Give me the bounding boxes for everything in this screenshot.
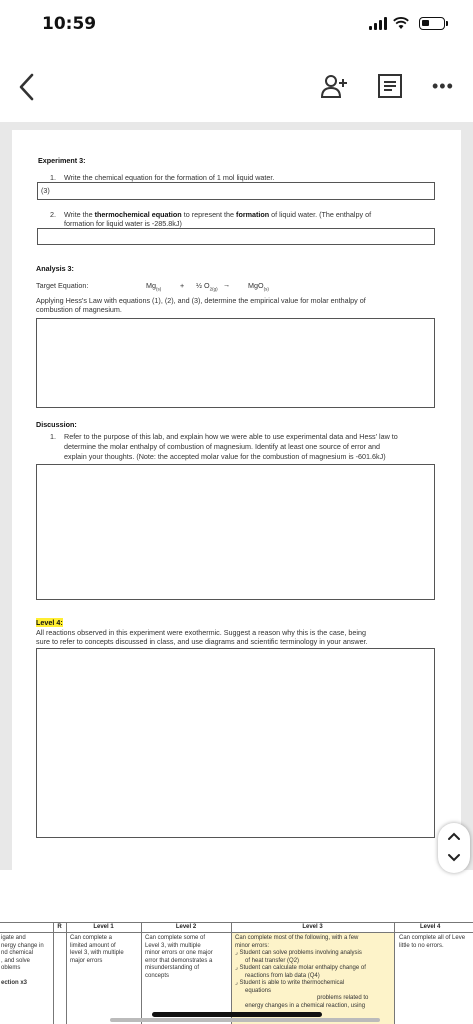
q2-text: Write the thermochemical equation to represent the formation of liquid water. (The enthalpy of bbox=[64, 210, 372, 219]
rubric-header-level2: Level 2 bbox=[175, 924, 197, 930]
analysis3-heading: Analysis 3: bbox=[36, 264, 74, 273]
document-icon[interactable] bbox=[376, 72, 404, 100]
level4-line1: All reactions observed in this experiment were exothermic. Suggest a reason why this is the case, being bbox=[36, 628, 366, 637]
equation-oxygen: ½ $O_{2(g)}$ bbox=[196, 281, 218, 292]
q1-number: 1. bbox=[50, 173, 56, 182]
status-time: 10:59 bbox=[42, 14, 97, 34]
q1-answer-text: (3) bbox=[41, 186, 50, 195]
nav-bar bbox=[0, 62, 473, 110]
experiment3-heading: Experiment 3: bbox=[38, 156, 86, 165]
q1-answer-box[interactable] bbox=[37, 182, 435, 200]
q2-number: 2. bbox=[50, 210, 56, 219]
level4-line2: sure to refer to concepts discussed in class, and use diagrams and scientific terminology in your answer. bbox=[36, 637, 368, 646]
rubric-header-r: R bbox=[57, 924, 62, 930]
q1-text: Write the chemical equation for the formation of 1 mol liquid water. bbox=[64, 173, 275, 182]
disc-line3: explain your thoughts. (Note: the accepted molar value for the combustion of magnesium is -601.6kJ) bbox=[64, 452, 386, 461]
signal-icon bbox=[369, 17, 387, 30]
rubric-table bbox=[0, 920, 473, 1024]
target-equation-label: Target Equation: bbox=[36, 281, 89, 290]
analysis-answer-box[interactable] bbox=[36, 318, 435, 408]
rubric-criteria-section: ection x3 bbox=[1, 980, 28, 986]
home-indicator[interactable] bbox=[152, 1012, 322, 1017]
q2-text-line2: formation for liquid water is -285.8kJ) bbox=[64, 219, 182, 228]
rubric-level3-desc: Can complete most of the following, with a few minor errors: ⌟ Student can solve problems involving analysis of heat transfer (Q2) ⌟ Student can calculate molar enthalpy change of reactions from lab data (Q4) ⌟ Student is able to write thermochemical equations problems related to energy changes in a chemical reaction, using bbox=[235, 935, 369, 1009]
rubric-header-level3: Level 3 bbox=[302, 924, 323, 930]
rubric-level1-desc: Can complete a limited amount of level 3, with multiple major errors bbox=[70, 935, 124, 964]
document-page bbox=[12, 130, 461, 870]
disc-line1: Refer to the purpose of this lab, and explain how we were able to use experimental data and Hess' law to bbox=[64, 432, 398, 441]
disc-number: 1. bbox=[50, 432, 56, 441]
rubric-level2-desc: Can complete some of Level 3, with multiple minor errors or one major error that demonstrates a misunderstanding of concepts bbox=[145, 935, 213, 979]
scrub-bar[interactable] bbox=[110, 1018, 380, 1022]
add-person-icon[interactable] bbox=[320, 72, 348, 100]
disc-line2: determine the molar enthalpy of combustion of magnesium. Identify at least one source of error and bbox=[64, 442, 381, 451]
rubric-header-level1: Level 1 bbox=[93, 924, 114, 930]
more-icon[interactable]: ••• bbox=[432, 76, 454, 96]
status-bar bbox=[0, 0, 473, 50]
equation-product: MgO$_{(s)}$ bbox=[248, 281, 269, 292]
page-scroll-control[interactable] bbox=[438, 823, 470, 873]
level4-heading: Level 4: bbox=[36, 618, 63, 627]
equation-arrow: → bbox=[223, 280, 231, 289]
battery-icon bbox=[419, 17, 445, 30]
rubric-level4-desc: Can complete all of Leve little to no errors. bbox=[399, 935, 466, 949]
chevron-up-icon[interactable] bbox=[447, 831, 461, 841]
wifi-icon bbox=[393, 16, 409, 30]
discussion-heading: Discussion: bbox=[36, 420, 77, 429]
hess-instruction-line1: Applying Hess's Law with equations (1), (2), and (3), determine the empirical value for molar enthalpy of bbox=[36, 296, 366, 305]
back-chevron-icon[interactable] bbox=[12, 70, 44, 104]
target-equation: $Mg_{(s)}$ bbox=[146, 281, 162, 292]
hess-instruction-line2: combustion of magnesium. bbox=[36, 305, 122, 314]
level4-answer-box[interactable] bbox=[36, 648, 435, 838]
chevron-down-icon[interactable] bbox=[447, 853, 461, 863]
equation-plus: + bbox=[180, 281, 185, 290]
q2-answer-box[interactable] bbox=[37, 228, 435, 245]
discussion-answer-box[interactable] bbox=[36, 464, 435, 600]
rubric-header-level4: Level 4 bbox=[420, 924, 441, 930]
rubric-criteria: igate and nergy change in nd chemical , and solve oblems bbox=[1, 935, 44, 971]
